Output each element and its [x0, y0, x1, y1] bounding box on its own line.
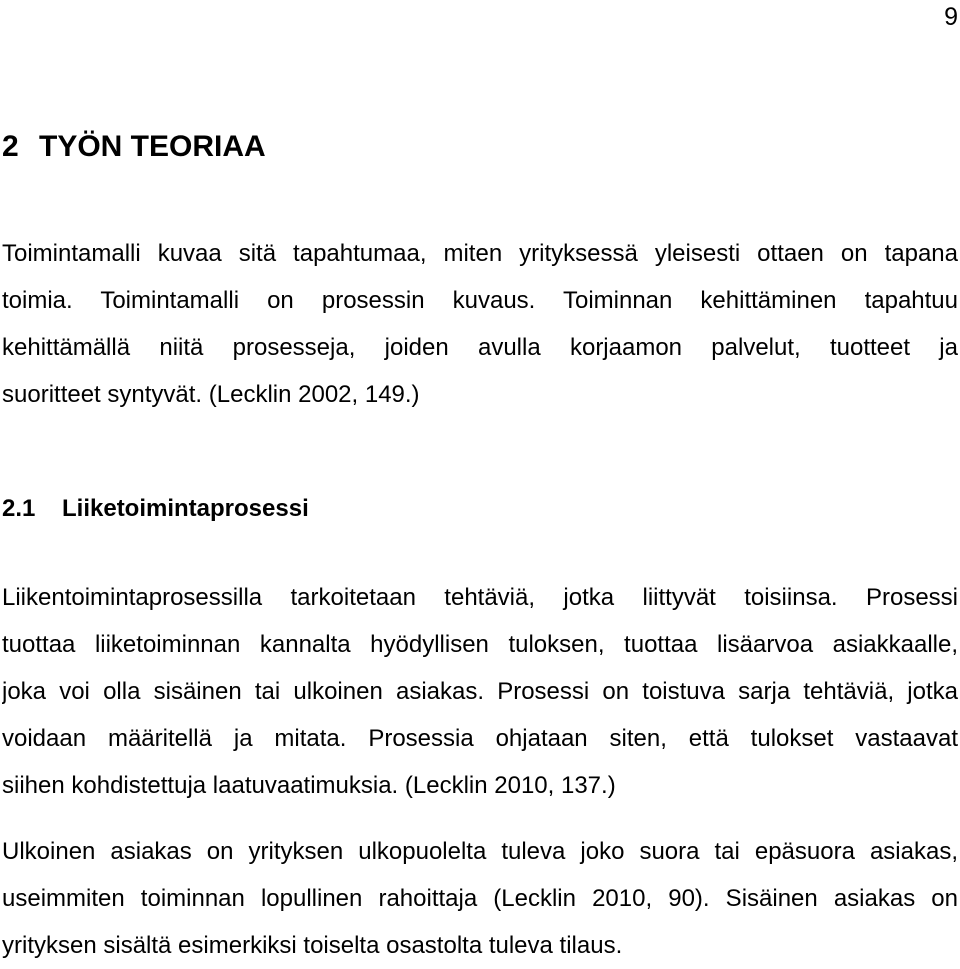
- text-line: Ulkoinen asiakas on yrityksen ulkopuolelta tuleva joko suora tai epäsuora asiakas,: [2, 838, 958, 865]
- text-line: suoritteet syntyvät. (Lecklin 2002, 149.): [2, 381, 420, 408]
- text-line: yrityksen sisältä esimerkiksi toiselta osastolta tuleva tilaus.: [2, 932, 623, 959]
- customer-paragraph: [2, 828, 958, 969]
- text-line: tuottaa liiketoiminnan kannalta hyödyllisen tuloksen, tuottaa lisäarvoa asiakkaalle,: [2, 631, 958, 658]
- text-line: voidaan määritellä ja mitata. Prosessia ohjataan siten, että tulokset vastaavat: [2, 725, 958, 752]
- chapter-title: TYÖN TEORIAA: [39, 130, 266, 163]
- section-heading: [2, 492, 309, 526]
- chapter-heading: [2, 126, 266, 168]
- text-line: kehittämällä niitä prosesseja, joiden avulla korjaamon palvelut, tuotteet ja: [2, 334, 958, 361]
- text-line: toimia. Toimintamalli on prosessin kuvaus. Toiminnan kehittäminen tapahtuu: [2, 287, 958, 314]
- text-line: joka voi olla sisäinen tai ulkoinen asiakas. Prosessi on toistuva sarja tehtäviä, jotka: [2, 678, 958, 705]
- text-line: useimmiten toiminnan lopullinen rahoittaja (Lecklin 2010, 90). Sisäinen asiakas on: [2, 885, 958, 912]
- section-number: 2.1: [2, 495, 36, 522]
- process-definition-paragraph: [2, 574, 958, 809]
- section-title: Liiketoimintaprosessi: [62, 495, 309, 522]
- chapter-number: 2: [2, 130, 19, 163]
- text-line: siihen kohdistettuja laatuvaatimuksia. (Lecklin 2010, 137.): [2, 772, 616, 799]
- page-number: 9: [944, 3, 958, 31]
- text-line: Toimintamalli kuvaa sitä tapahtumaa, miten yrityksessä yleisesti ottaen on tapana: [2, 240, 958, 267]
- intro-paragraph: [2, 230, 958, 418]
- text-line: Liikentoimintaprosessilla tarkoitetaan tehtäviä, jotka liittyvät toisiinsa. Prosessi: [2, 584, 958, 611]
